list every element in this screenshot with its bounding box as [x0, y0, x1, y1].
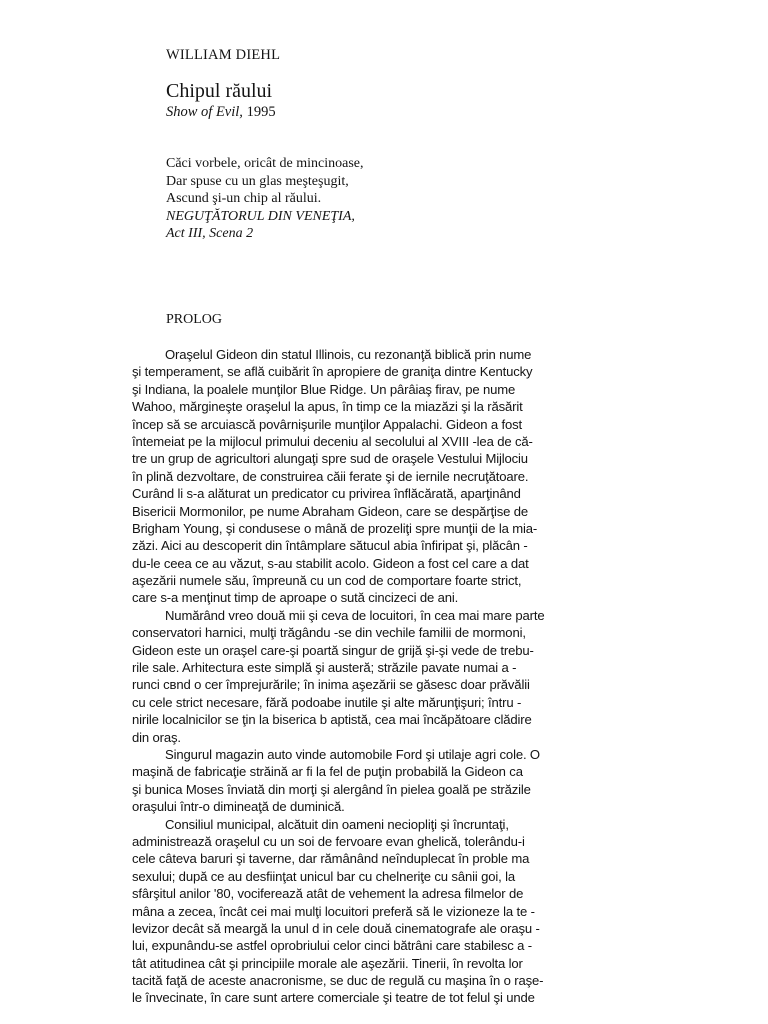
body-line: Consiliul municipal, alcătuit din oameni necioplіţi şi încruntaţi, [165, 816, 509, 832]
body-line: sfârşitul anilor '80, vociferează atât de vehement la adresa filmelor de [132, 886, 524, 902]
epigraph-source: NEGUŢĂTORUL DIN VENEŢIA, [166, 208, 355, 224]
body-line: Curând li s-a alăturat un predicator cu privirea înflăcărată, aparţinând [132, 486, 521, 502]
epigraph-line: Căci vorbele, oricât de mincinoase, [166, 156, 364, 171]
body-line: Numărând vreo două mii şi ceva de locuitori, în cea mai mare parte [165, 607, 545, 623]
epigraph-source: Act III, Scena 2 [166, 226, 254, 241]
body-line: din oraş. [132, 729, 181, 745]
body-line: tre un grup de agricultori alungaţi spre sud de oraşele Vestului Mijlociu [132, 451, 528, 467]
body-line: tacită faţă de aceste anacronisme, se duc de regulă cu maşina în o raşe- [132, 973, 544, 989]
section-heading: PROLOG [166, 312, 223, 327]
body-line: lui, expunându-se astfel oprobriului celor cinci bătrâni care stabilesc a - [132, 938, 532, 954]
body-line: Gideon este un oraşel care-şi poartă singur de grijă şi-şi vede de trebu- [132, 642, 534, 658]
body-line: Bisericii Mormonilor, pe nume Abraham Gideon, care se despărţise de [132, 503, 529, 519]
body-line: şi temperament, se află cuibărit în apropiere de graniţa dintre Kentucky [132, 364, 533, 380]
body-line: conservatori harnici, mulţi trăgându -se din vechile familii de mormoni, [132, 625, 526, 641]
body-line: şi bunica Moses înviată din morţi şi alergând în pielea goală pe străzile [132, 781, 531, 797]
epigraph [166, 155, 363, 243]
body-line: maşină de fabricaţie străină ar fi la fel de puţin probabilă la Gideon ca [132, 764, 523, 780]
body-line: le învecinate, în care sunt artere comerciale şi teatre de tot felul şi unde [132, 990, 535, 1006]
publication-year: 1995 [246, 104, 276, 120]
epigraph-line: Dar spuse cu un glas meşteşugit, [166, 173, 349, 189]
body-line: Brigham Young, şi condusese o mână de prozeliţi spre munţii de la mia- [132, 520, 538, 536]
body-line: cele câteva baruri şi taverne, dar rămânând neînduplecat în proble ma [132, 851, 530, 867]
body-line: mâna a zecea, încât cei mai mulţi locuitori preferă să le vizioneze la te - [132, 903, 535, 919]
body-line: încep să se arcuiască povârnişurile munţilor Appalachi. Gideon a fost [132, 416, 522, 432]
body-line: în plină dezvoltare, de construirea căii ferate şi de iernile necruţătoare. [132, 468, 529, 484]
body-line: tât atitudinea cât şi principiile morale ale aşezării. Tinerii, în revolta lor [132, 955, 523, 971]
body-line: aşezării numele său, împreună cu un cod de comportare foarte strict, [132, 573, 522, 589]
body-text [132, 346, 630, 1007]
body-line: oraşului într-o dimineaţă de duminică. [132, 799, 345, 815]
body-line: Singurul magazin auto vinde automobile Ford şi utilaje agri cole. O [165, 746, 540, 762]
body-line: întemeiat pe la mijlocul primului deceniu al secolului al XVIII -lea de că- [132, 433, 533, 449]
body-line: cu cele strict necesare, fără podoabe inutile şi alte mărunţişuri; întru - [132, 694, 522, 710]
body-line: du-le ceea ce au văzut, s-au stabilit acolo. Gideon a fost cel care a dat [132, 555, 529, 571]
body-line: sexului; după ce au desfiinţat unicul bar cu chelneriţe cu sânii goi, la [132, 868, 515, 884]
body-line: şi Indiana, la poalele munţilor Blue Ridge. Un pârâiaş firav, pe nume [132, 381, 516, 397]
body-line: Wahoo, mărgineşte oraşelul la apus, în timp ce la miazăzi şi la răsărit [132, 399, 523, 415]
original-title-text: Show of Evil, [166, 104, 243, 120]
body-line: nirile localnicilor se ţin la biserica b aptistă, cea mai încăpătoare clădire [132, 712, 532, 728]
body-line: zăzi. Aici au descoperit din întâmplare sătucul abia înfiripat şi, plăcân - [132, 538, 528, 554]
author-name: WILLIAM DIEHL [166, 47, 281, 63]
body-line: runci cвnd o cer împrejurările; în inima aşezării se găsesc doar prăvălii [132, 677, 530, 693]
original-title [166, 104, 276, 121]
body-line: levizor decât să meargă la unul d in cele două cinematografe ale oraşu - [132, 920, 540, 936]
book-title: Chipul răului [166, 80, 273, 102]
body-line: care s-a menţinut timp de aproape o sută cincizeci de ani. [132, 590, 459, 606]
body-line: administrează oraşelul cu un soi de fervoare evan ghelică, tolerându-i [132, 833, 525, 849]
body-line: Oraşelul Gideon din statul Illinois, cu rezonanţă biblică prin nume [165, 347, 532, 362]
body-line: rile sale. Arhitectura este simplă şi austeră; străzile pavate numai a - [132, 660, 517, 676]
epigraph-line: Ascund şi-un chip al răului. [166, 191, 322, 206]
